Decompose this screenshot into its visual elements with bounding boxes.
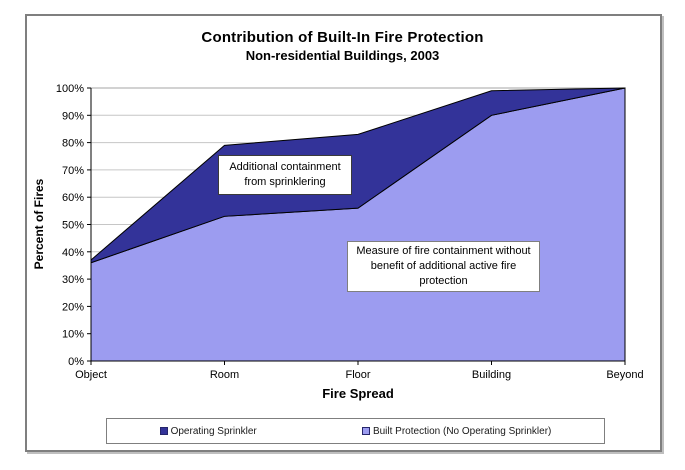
x-tick-label: Building [471,369,512,381]
y-tick-label: 80% [61,137,84,150]
y-tick-label: 0% [68,356,84,368]
y-tick-label: 20% [61,301,84,314]
chart-title: Contribution of Built-In Fire Protection [201,29,484,46]
legend-label-operating-sprinkler: Operating Sprinkler [170,425,257,437]
built-protection-swatch-icon [362,427,370,435]
legend-item-operating-sprinkler [160,426,257,437]
y-tick-label: 90% [61,110,84,123]
y-tick-label: 100% [55,83,84,95]
y-axis-title: Percent of Fires [32,178,46,270]
legend-item-built-protection [362,426,551,437]
y-tick-label: 70% [61,164,84,177]
y-tick-label: 60% [61,192,84,205]
legend [106,418,605,444]
y-tick-label: 50% [61,219,84,232]
annotation-sprinkler-containment: Additional containment from sprinklering [218,155,352,195]
x-axis-title: Fire Spread [322,386,394,401]
chart-subtitle: Non-residential Buildings, 2003 [245,48,440,63]
x-tick-label: Beyond [606,369,644,381]
x-tick-label: Floor [345,369,371,381]
operating-sprinkler-swatch-icon [160,427,168,435]
y-tick-label: 30% [61,274,84,287]
x-tick-label: Object [75,369,107,381]
y-tick-label: 10% [61,328,84,341]
y-tick-label: 40% [61,246,84,259]
annotation-containment-without-protection: Measure of fire containment without benefit of additional active fire protection [347,241,540,292]
legend-label-built-protection: Built Protection (No Operating Sprinkler) [372,425,552,437]
x-tick-label: Room [209,369,240,381]
